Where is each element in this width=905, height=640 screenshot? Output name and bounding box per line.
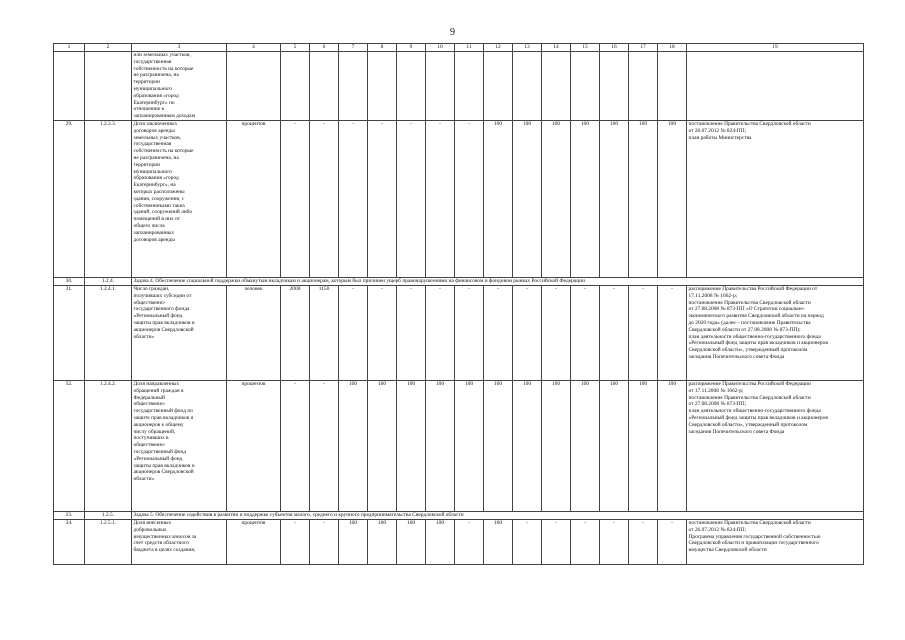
table-cell: 100 [339, 380, 368, 511]
column-header: 1 [54, 44, 85, 52]
table-cell: Доля внесенных добровольных имущественных взносов за счет средств областного бюджета в целях создания, [132, 519, 227, 564]
column-header: 16 [600, 44, 629, 52]
table-cell [571, 52, 600, 121]
column-header: 7 [339, 44, 368, 52]
table-cell: 31. [54, 285, 85, 380]
table-cell: 100 [600, 380, 629, 511]
table-cell: 1150 [310, 285, 339, 380]
table-cell: - [571, 285, 600, 380]
table-cell: или земельных участков, государственная собственность на которые не разграничена, на территории муниципального образования «город Екатеринбург» по отношению к запланированным доходам [132, 52, 227, 121]
table-cell: 100 [629, 120, 658, 277]
table-cell: - [455, 120, 484, 277]
table-cell: - [339, 120, 368, 277]
table-cell: - [600, 519, 629, 564]
table-cell: 100 [542, 380, 571, 511]
column-header: 13 [513, 44, 542, 52]
table-cell: 100 [658, 120, 687, 277]
table-cell: Доля заключенных договоров аренды земельных участков, государственная собственность на которые не разграничена, на территории муниципального образования «город Екатеринбург», на которых расположены здания, сооружения, с собственниками таких зданий, сооружений либо помещений в них от общего числа запланированных договоров аренды [132, 120, 227, 277]
table-cell: 100 [397, 519, 426, 564]
table-cell: - [542, 519, 571, 564]
table-cell: 1.2.5.1. [85, 519, 132, 564]
table-cell: - [513, 285, 542, 380]
table-cell: Доля направленных обращений граждан в Федеральный общественно- государственный фонд по защите прав вкладчиков и акционеров к общему числу обращений, поступивших в общественно- государственный фонд «Региональный фонд защиты прав вкладчиков и акционеров Свердловской области» [132, 380, 227, 511]
table-cell: постановление Правительства Свердловской области от 26.07.2012 № 824-ПП; Программа управления государственной собственностью Свердловской области и приватизации государственного имущества Свердловской области [687, 519, 864, 564]
table-cell [339, 52, 368, 121]
table-cell: - [397, 285, 426, 380]
task-text-cell: Задача 4. Обеспечение социальной поддержки обманутым вкладчикам и акционерам, которым был причинен ущерб правонарушениями на финансовом и фондовом рынках Российской Федерации [132, 277, 864, 285]
table-cell [426, 52, 455, 121]
table-cell: - [542, 285, 571, 380]
column-header: 8 [368, 44, 397, 52]
table-cell: - [310, 519, 339, 564]
table-cell: 1.2.4.1. [85, 285, 132, 380]
table-cell: - [281, 380, 310, 511]
table-cell: - [629, 285, 658, 380]
row-number-cell: 30. [54, 277, 85, 285]
table-cell: 2000 [281, 285, 310, 380]
table-cell: 100 [484, 380, 513, 511]
table-cell: 100 [542, 120, 571, 277]
task-row [54, 277, 864, 285]
table-cell: 100 [600, 120, 629, 277]
table-cell: 100 [339, 519, 368, 564]
table-cell [687, 52, 864, 121]
table-cell [600, 52, 629, 121]
table-cell: 100 [658, 380, 687, 511]
table-cell: - [368, 120, 397, 277]
table-row [54, 380, 864, 511]
table-cell: 32. [54, 380, 85, 511]
table-cell: - [310, 120, 339, 277]
table-cell: - [397, 120, 426, 277]
table-cell: 100 [571, 120, 600, 277]
column-header: 10 [426, 44, 455, 52]
table-cell [455, 52, 484, 121]
table-cell: - [281, 120, 310, 277]
table-cell: - [484, 285, 513, 380]
table-row [54, 285, 864, 380]
table-row [54, 52, 864, 121]
table-cell [484, 52, 513, 121]
column-header: 4 [227, 44, 281, 52]
table-cell: 100 [484, 519, 513, 564]
table-cell: 1.2.4.2. [85, 380, 132, 511]
table-cell: - [368, 285, 397, 380]
table-row [54, 519, 864, 564]
column-number-header [54, 44, 864, 52]
table-cell: 100 [513, 380, 542, 511]
table-cell: распоряжение Правительства Российской Федерации от 17.11.2008 № 1662-р; постановление Правительства Свердловской области от 27.08.2008 № 873-ПП «О Стратегии социально- экономического развития Свердловской области на период до 2020 года» (далее – постановление Правительства Свердловской области от 27.08.2008 № 873-ПП); план деятельности общественно-государственного фонда «Региональный фонд защиты прав вкладчиков и акционеров Свердловской области», утвержденный протоколом заседания Попечительского совета Фонда [687, 285, 864, 380]
row-code-cell: 1.2.5. [85, 511, 132, 519]
table-cell [513, 52, 542, 121]
table-cell: - [513, 519, 542, 564]
table-cell: - [426, 120, 455, 277]
row-number-cell: 33. [54, 511, 85, 519]
table-cell: человек [227, 285, 281, 380]
column-header: 5 [281, 44, 310, 52]
table-cell [85, 52, 132, 121]
table-cell [54, 52, 85, 121]
table-cell: 100 [484, 120, 513, 277]
column-header: 12 [484, 44, 513, 52]
table-cell: процентов [227, 120, 281, 277]
table-cell: - [455, 285, 484, 380]
table-cell: - [571, 519, 600, 564]
table-cell: Число граждан, получивших субсидии от общественно- государственного фонда «Региональный фонд защиты прав вкладчиков и акционеров Свердловской области» [132, 285, 227, 380]
table-cell [310, 52, 339, 121]
table-cell: 100 [629, 380, 658, 511]
table-cell [368, 52, 397, 121]
table-cell: 29. [54, 120, 85, 277]
column-header: 9 [397, 44, 426, 52]
table-cell: процентов [227, 380, 281, 511]
indicators-table [53, 43, 864, 565]
table-cell [227, 52, 281, 121]
table-cell: - [310, 380, 339, 511]
table-cell: - [339, 285, 368, 380]
row-code-cell: 1.2.4. [85, 277, 132, 285]
table-cell: 100 [426, 380, 455, 511]
table-cell [658, 52, 687, 121]
table-cell: - [600, 285, 629, 380]
column-header: 11 [455, 44, 484, 52]
column-header: 19 [687, 44, 864, 52]
task-row [54, 511, 864, 519]
table-cell [629, 52, 658, 121]
column-header: 3 [132, 44, 227, 52]
task-text-cell: Задача 5. Обеспечение содействия в развитии и поддержке субъектов малого, среднего и крупного предпринимательства Свердловской области [132, 511, 864, 519]
table-row [54, 120, 864, 277]
column-header: 18 [658, 44, 687, 52]
table-cell: - [658, 285, 687, 380]
table-cell: - [455, 519, 484, 564]
column-header: 15 [571, 44, 600, 52]
table-cell: 100 [571, 380, 600, 511]
table-body [54, 44, 864, 565]
table-cell: 34. [54, 519, 85, 564]
table-cell: - [426, 285, 455, 380]
table-cell: - [629, 519, 658, 564]
table-cell: процентов [227, 519, 281, 564]
table-cell [542, 52, 571, 121]
table-cell: постановление Правительства Свердловской области от 26.07.2012 № 824-ПП; план работы Министерства [687, 120, 864, 277]
column-header: 2 [85, 44, 132, 52]
table-cell: распоряжение Правительства Российской Федерации от 17.11.2008 № 1662-р; постановление Правительства Свердловской области от 27.08.2008 № 873-ПП; план деятельности общественно-государственного фонда «Региональный фонд защиты прав вкладчиков и акционеров Свердловской области», утвержденный протоколом заседания Попечительского совета Фонда [687, 380, 864, 511]
table-cell: 100 [397, 380, 426, 511]
table-cell: 100 [513, 120, 542, 277]
page-number: 9 [450, 27, 455, 38]
column-header: 14 [542, 44, 571, 52]
column-header: 6 [310, 44, 339, 52]
column-header: 17 [629, 44, 658, 52]
table-cell [397, 52, 426, 121]
table-cell: 1.2.3.3. [85, 120, 132, 277]
table-cell: 100 [368, 519, 397, 564]
table-cell [281, 52, 310, 121]
table-cell: 100 [426, 519, 455, 564]
table-cell: - [281, 519, 310, 564]
table-cell: 100 [455, 380, 484, 511]
table-cell: - [658, 519, 687, 564]
table-cell: 100 [368, 380, 397, 511]
